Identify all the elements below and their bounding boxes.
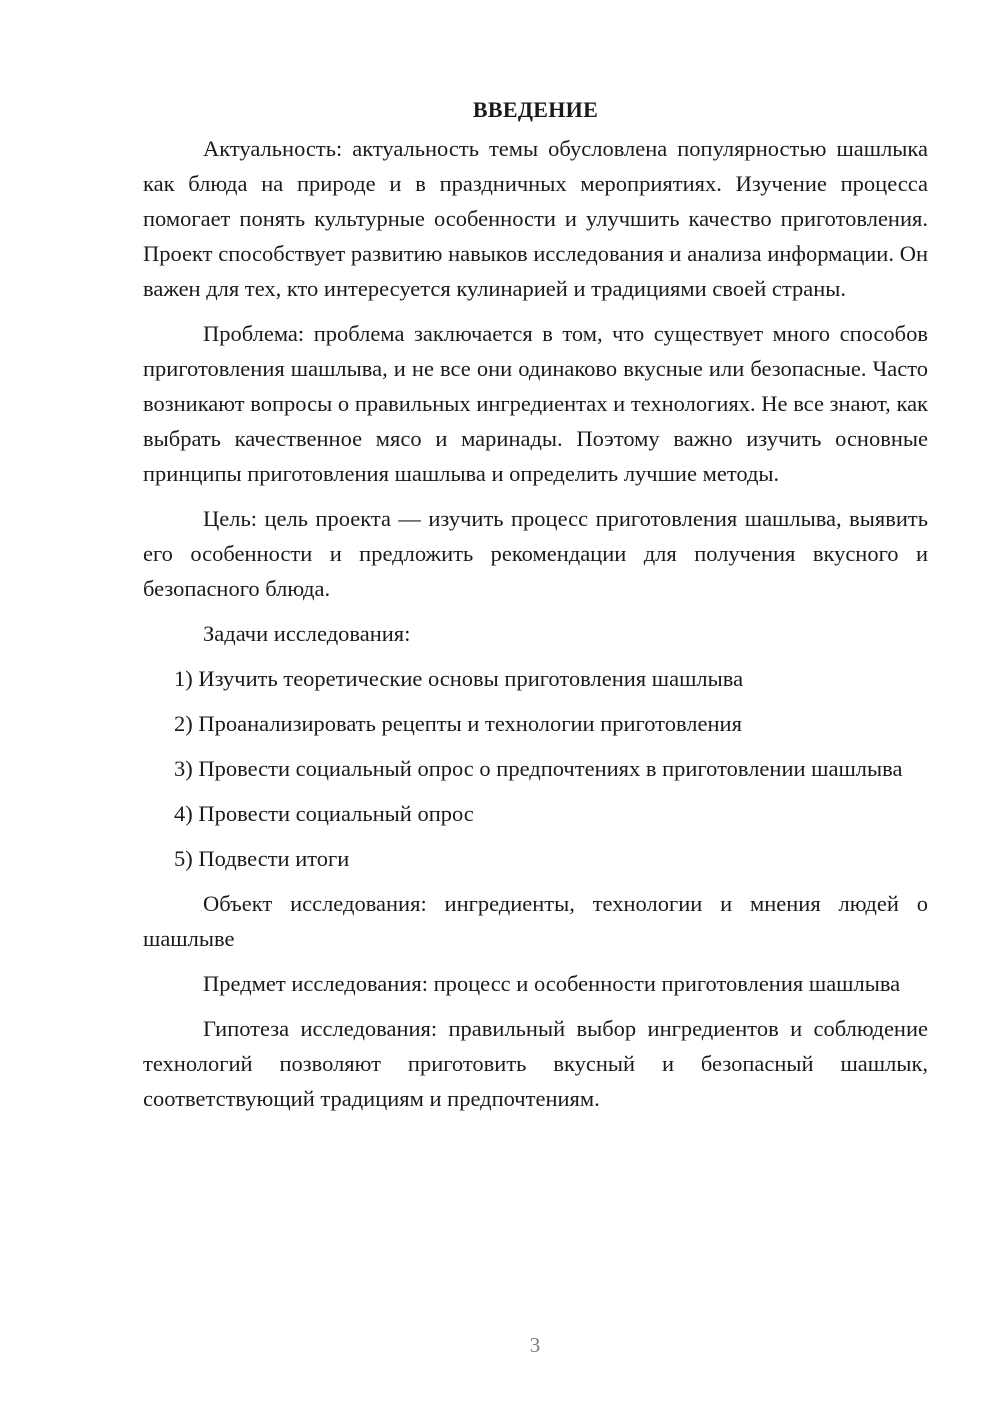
page-number: 3	[529, 1333, 541, 1357]
hypothesis-paragraph: Гипотеза исследования: правильный выбор ингредиентов и соблюдение технологий позволяют приготовить вкусный и безопасный шашлык, соответствующий традициям и предпочтениям.	[143, 1016, 928, 1111]
problem-paragraph: Проблема: проблема заключается в том, что существует много способов приготовления шашлыва, и не все они одинаково вкусные или безопасные. Часто возникают вопросы о правильных ингредиентах и технологиях. Не все знают, как выбрать качественное мясо и маринады. Поэтому важно изучить основные принципы приготовления шашлыва и определить лучшие методы.	[143, 321, 928, 486]
task-item-3: 3) Провести социальный опрос о предпочтениях в приготовлении шашлыва	[174, 756, 903, 781]
subject-paragraph: Предмет исследования: процесс и особенности приготовления шашлыва	[203, 971, 901, 996]
section-title: ВВЕДЕНИЕ	[472, 97, 599, 122]
tasks-heading: Задачи исследования:	[203, 621, 411, 646]
task-item-4: 4) Провести социальный опрос	[174, 801, 474, 826]
relevance-paragraph: Актуальность: актуальность темы обусловлена популярностью шашлыка как блюда на природе и в праздничных мероприятиях. Изучение процесса помогает понять культурные особенности и улучшить качество приготовления. Проект способствует развитию навыков исследования и анализа информации. Он важен для тех, кто интересуется кулинарией и традициями своей страны.	[143, 136, 928, 301]
goal-paragraph: Цель: цель проекта — изучить процесс приготовления шашлыва, выявить его особенности и предложить рекомендации для получения вкусного и безопасного блюда.	[143, 506, 928, 601]
task-item-1: 1) Изучить теоретические основы приготовления шашлыва	[174, 666, 744, 691]
document-page	[143, 92, 928, 1126]
task-item-5: 5) Подвести итоги	[174, 846, 350, 871]
object-paragraph: Объект исследования: ингредиенты, технологии и мнения людей о шашлыве	[143, 891, 928, 951]
task-item-2: 2) Проанализировать рецепты и технологии приготовления	[174, 711, 742, 736]
